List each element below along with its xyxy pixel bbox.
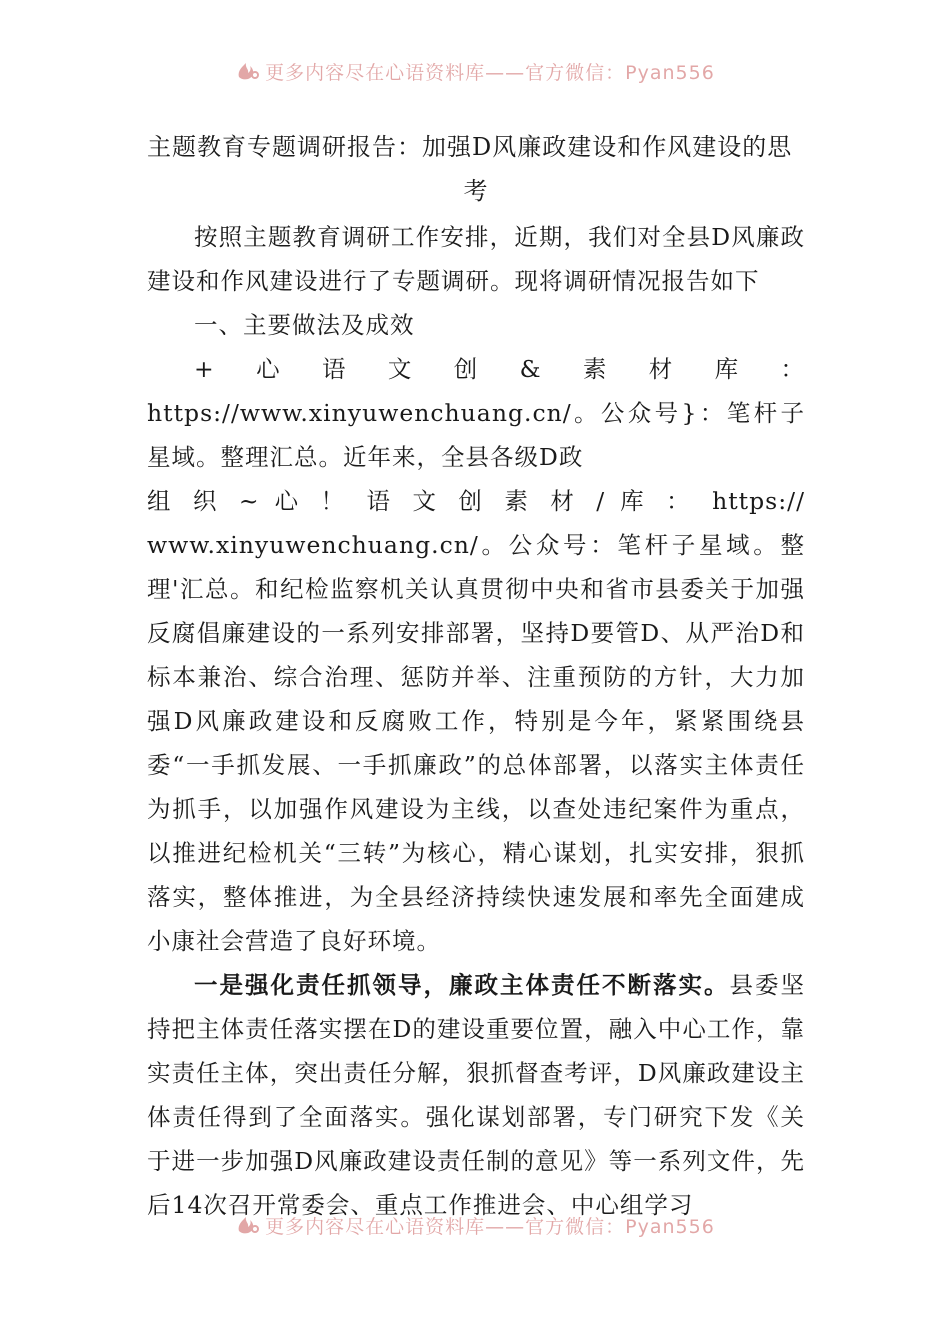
intro-paragraph: 按照主题教育调研工作安排，近期，我们对全县D风廉政建设和作风建设进行了专题调研。现将调研情况报告如下	[147, 223, 805, 295]
flame-logo-icon	[235, 1214, 261, 1241]
paragraph-1c: www.xinyuwenchuang.cn/。公众号：笔杆子星域。整理'汇总。和纪检监察机关认真贯彻中央和省市县委关于加强反腐倡廉建设的一系列安排部署，坚持D要管D、从严治D和标本兼治、综合治理、惩防并举、注重预防的方针，大力加强D风廉政建设和反腐败工作，特别是今年，紧紧围绕县委“一手抓发展、一手抓廉政”的总体部署，以落实主体责任为抓手，以加强作风建设为主线，以查处违纪案件为重点，以推进纪检机关“三转”为核心，精心谋划，扎实安排，狠抓落实，整体推进，为全县经济持续快速发展和率先全面建成小康社会营造了良好环境。	[147, 531, 805, 955]
section-heading-1: 一、主要做法及成效	[194, 311, 415, 339]
paragraph-2-body: 县委坚持把主体责任落实摆在D的建设重要位置，融入中心工作，靠实责任主体，突出责任分解，狠抓督查考评，D风廉政建设主体责任得到了全面落实。强化谋划部署，专门研究下发《关于进一步加强D风廉政建设责任制的意见》等一系列文件，先后14次召开常委会、重点工作推进会、中心组学习	[147, 971, 805, 1219]
paragraph-2	[147, 963, 805, 1227]
document-body	[147, 125, 805, 1227]
watermark-top: 更多内容尽在心语资料库——官方微信：Pyan556	[0, 58, 950, 87]
paragraph-2-lead: 一是强化责任抓领导，廉政主体责任不断落实。	[194, 971, 730, 999]
flame-logo-icon	[235, 60, 261, 87]
title-line-2: 考	[463, 177, 489, 205]
paragraph-1a: +心语文创&素材库：https://www.xinyuwenchuang.cn/。公众号}：笔杆子星域。整理汇总。近年来，全县各级D政	[147, 355, 805, 471]
watermark-bottom: 更多内容尽在心语资料库——官方微信：Pyan556	[0, 1212, 950, 1241]
paragraph-1b: 组 织 ~ 心 ！ 语 文 创 素 材 / 库 ： https://	[147, 487, 805, 515]
document-title	[147, 125, 805, 213]
title-line-1: 主题教育专题调研报告：加强D风廉政建设和作风建设的思	[147, 133, 793, 161]
